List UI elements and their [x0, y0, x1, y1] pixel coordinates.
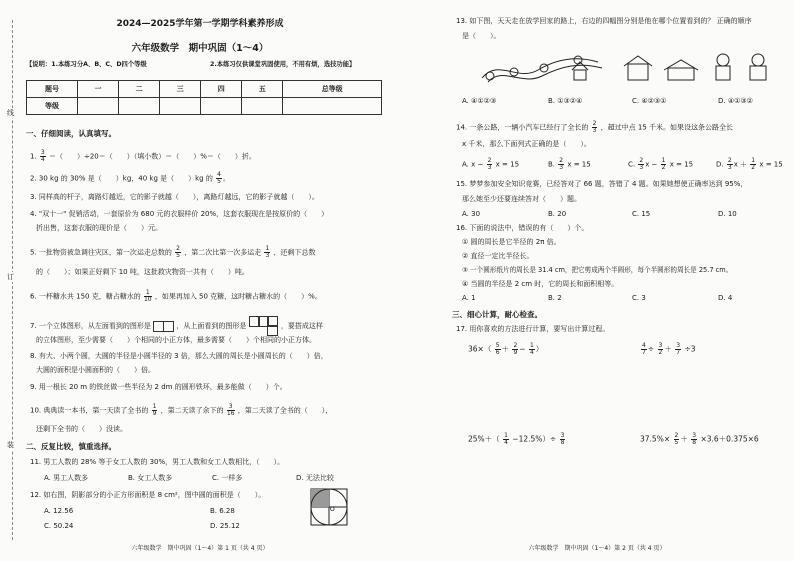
- q15-option-b[interactable]: B. 20: [548, 210, 567, 218]
- q12-option-b[interactable]: B. 6.28: [210, 507, 235, 515]
- q14-b-pre: B.: [548, 160, 556, 169]
- frac-denominator: 3: [265, 252, 270, 259]
- question-17: 17. 用你喜欢的方法进行计算，要写出计算过程。: [456, 325, 610, 333]
- q10-text-b: ，第二天读了余下的: [160, 406, 224, 415]
- page-2-footer: 六年级数学 期中巩固（1～4）第 2 页（共 4 页）: [528, 545, 666, 552]
- q10-text-c: ，第二天读了全书的（ ），: [237, 406, 333, 415]
- q13-option-c[interactable]: C. ④②③①: [632, 97, 667, 105]
- q6-text-b: ，如果再加入 50 克糖，这时糖占糖水的（ ）%。: [154, 292, 322, 301]
- q7-text-b: ，从上面看到的图形是: [176, 322, 247, 330]
- frac-numerator: 1: [152, 403, 157, 410]
- frac-numerator: 2: [176, 245, 180, 252]
- calc-3-mid: −12.5%）÷: [512, 434, 557, 444]
- q12-option-c[interactable]: C. 50.24: [44, 522, 74, 530]
- q5-text-b: ，第二次比第一次多运走: [184, 248, 262, 257]
- q11-option-d[interactable]: D. 无法比较: [296, 474, 334, 482]
- q15-option-c[interactable]: C. 15: [632, 210, 651, 218]
- q6-fraction: [144, 290, 152, 303]
- q13-option-b[interactable]: B. ①③②④: [548, 97, 583, 105]
- question-13-line-1: 13. 如下图，天天走在放学回家的路上，右边的四幅图分别是他在哪个位置看到的？ 正确的顺序: [456, 17, 752, 25]
- q2-text: 2. 30 kg 的 30% 是（ ）kg，40 kg 是（ ）kg 的: [30, 174, 213, 183]
- question-8-line-1: 8. 有大、小两个圆，大圆的半径是小圆半径的 3 倍，那么大圆的周长是小圆周长的（ ）倍，: [30, 352, 328, 360]
- calc-4: 37.5%× $\frac{2}{5}$ ＋ $\frac{3}{8}$ ×3.6＋0.375×6: [640, 432, 759, 446]
- question-8-line-2: 大圆的面积是小圆面积的（ ）倍。: [36, 366, 155, 374]
- q15-option-a[interactable]: A. 30: [462, 210, 481, 218]
- frac: $\frac{2}{3}$: [559, 157, 564, 171]
- q14-a-post: x = 15: [495, 160, 520, 169]
- frac-denominator: 3: [592, 127, 597, 134]
- grade-cell[interactable]: [242, 98, 283, 115]
- q16-statement-2: ② 直径一定比半径长。: [462, 252, 534, 260]
- q14-a-pre: A. x −: [462, 160, 484, 169]
- left-view-figure: [153, 321, 174, 332]
- question-14-line-1: [456, 121, 733, 134]
- score-row-label: 等级: [27, 98, 78, 115]
- question-15-line-1: 15. 梦梦参加安全知识竞赛，已经答对了 66 题，答错了 4 题。如果她想使正确率达到 95%，: [456, 180, 748, 188]
- q16-option-b[interactable]: B. 2: [548, 294, 562, 302]
- score-header-cell: 题号: [27, 81, 78, 98]
- frac: $\frac{1}{4}$: [529, 342, 534, 356]
- question-5-line-2: 的（ ）；如果正好剩下 10 吨，这批救灾物资一共有（ ）吨。: [36, 268, 249, 276]
- q11-option-b[interactable]: B. 女工人数多: [128, 474, 173, 482]
- calc-2-tail: ÷3: [684, 344, 696, 354]
- frac-numerator: 3: [228, 403, 233, 410]
- q16-option-a[interactable]: A. 1: [462, 294, 476, 302]
- q14-d-post: x = 15: [759, 160, 783, 169]
- frac: $\frac{1}{4}$: [504, 432, 508, 446]
- q5-text-c: ，还剩下总数: [273, 248, 316, 257]
- question-11: 11. 男工人数的 28% 等于女工人数的 30%，男工人数和女工人数相比，（ ）。: [30, 458, 285, 466]
- q14-text-a: 14. 一条公路，一辆小汽车已经行了全长的: [456, 123, 589, 132]
- question-1: [30, 150, 256, 163]
- frac: $\frac{2}{5}$: [674, 432, 679, 446]
- q14-option-b[interactable]: [548, 158, 591, 171]
- q14-c-post: x = 15: [669, 160, 694, 169]
- frac-denominator: 16: [226, 410, 235, 417]
- frac: $\frac{3}{2}$: [658, 342, 663, 356]
- grade-cell[interactable]: [201, 98, 242, 115]
- top-view-figure: [249, 316, 279, 336]
- score-table-header-row: [27, 81, 382, 98]
- frac-denominator: 9: [152, 410, 157, 417]
- instructions-right: 2.本练习仅供课堂巩固使用，不用有烦，选技功能】: [210, 61, 356, 68]
- q14-option-a[interactable]: [462, 158, 519, 171]
- frac-denominator: 5: [176, 252, 180, 259]
- frac: $\frac{2}{3}$: [727, 157, 732, 171]
- question-13-line-2: 是（ ）。: [462, 32, 501, 40]
- q10-text-a: 10. 典典读一本书，第一天读了全书的: [30, 406, 149, 415]
- q11-option-a[interactable]: A. 男工人数多: [44, 474, 89, 482]
- calc-2: $\frac{4}{7}$ ÷ $\frac{3}{2}$ ＋ $\frac{3}{7}$ ÷3: [642, 342, 696, 356]
- score-header-cell: 一: [78, 81, 119, 98]
- grade-cell[interactable]: [78, 98, 119, 115]
- q10-fraction-1: [152, 404, 158, 417]
- score-header-cell: 四: [201, 81, 242, 98]
- calc-3: [468, 433, 566, 446]
- q14-d-pre: D.: [716, 160, 724, 169]
- question-5-line-1: [30, 246, 316, 259]
- score-table: [26, 80, 382, 115]
- frac: $\frac{5}{6}$: [495, 342, 500, 356]
- score-header-cell: 总等级: [283, 81, 382, 98]
- q13-option-a[interactable]: A. ④①②③: [462, 97, 497, 105]
- q14-fraction: [592, 121, 598, 134]
- q16-statement-4: ④ 当圆的半径是 2 cm 时，它的周长和面积相等。: [462, 280, 619, 288]
- exam-subtitle: 六年级数学 期中巩固（1～4）: [131, 43, 269, 54]
- q12-option-a[interactable]: A. 12.56: [44, 507, 74, 515]
- q15-option-d[interactable]: D. 10: [718, 210, 737, 218]
- binding-margin: [6, 0, 18, 561]
- q1-fraction: [40, 150, 46, 163]
- question-7-line-2: 的立体图形，至少需要（ ）个相同的小正方体，最多需要（ ）个相同的小正方体。: [36, 336, 316, 344]
- q1-text: ＝（ ）÷20＝（ ）（填小数）＝（ ）%＝（ ）折。: [48, 152, 256, 161]
- binding-char: 线: [7, 109, 14, 117]
- q14-c-pre: C.: [628, 160, 636, 169]
- score-table-grade-row: [27, 98, 382, 115]
- svg-text:O: O: [330, 506, 335, 513]
- frac-numerator: 1: [265, 245, 270, 252]
- path-scene-figure: [478, 48, 778, 86]
- question-10-line-1: [30, 404, 332, 417]
- q1-number: 1.: [30, 152, 37, 161]
- frac: $\frac{2}{3}$: [639, 157, 644, 171]
- calc-1-pre: 36×（: [468, 344, 492, 354]
- q2-fraction: [216, 172, 222, 185]
- frac: $\frac{1}{2}$: [751, 157, 756, 171]
- section-2-heading: 二、反复比较，慎重选择。: [26, 442, 116, 451]
- question-4-line-2: 折出售，这套衣服的现价是（ ）元。: [36, 224, 162, 232]
- question-2: 2. 30 kg 的 30% 是（ ）kg，40 kg 是（ ）kg 的 $\frac{4}{5}$ 。: [30, 171, 230, 185]
- grade-cell[interactable]: [160, 98, 201, 115]
- question-6: [30, 290, 322, 303]
- frac: $\frac{3}{8}$: [692, 432, 697, 446]
- frac-denominator: 10: [143, 296, 152, 303]
- calc-1: 36×（ $\frac{5}{6}$ ＋ $\frac{2}{9}$ − $\frac{1}{4}$ ）: [468, 342, 544, 356]
- question-14-line-2: x 千米，那么下面列式正确的是（ ）。: [462, 140, 591, 148]
- question-12: 12. 如右图，阴影部分的小正方形面积是 8 cm²，图中圆的面积是（ ）。: [30, 491, 266, 499]
- question-15-line-2: 那么她至少还要连续答对（ ）题。: [462, 195, 581, 203]
- frac: $\frac{2}{9}$: [513, 342, 518, 356]
- q5-fraction-2: [264, 246, 270, 259]
- section-3-heading: 三、细心计算，耐心检查。: [452, 310, 542, 319]
- page-1-footer: 六年级数学 期中巩固（1～4）第 1 页（共 4 页）: [131, 545, 269, 552]
- binding-char: 装: [7, 441, 14, 449]
- question-9: 9. 用一根长 20 m 的铁丝做一些半径为 2 dm 的圆形铁环，最多能做（ ）个。: [30, 383, 287, 391]
- frac-numerator: 4: [217, 171, 221, 178]
- exam-page-2: [400, 0, 794, 561]
- q14-option-c[interactable]: C. $\frac{2}{3}$ x − $\frac{1}{2}$ x = 15: [628, 157, 694, 171]
- q14-option-d[interactable]: D. $\frac{2}{3}$ x ＋ $\frac{1}{2}$ x = 15: [716, 157, 783, 171]
- q14-text-b: ，超过中点 15 千米。如果设这条公路全长: [600, 123, 734, 132]
- q7-text-a: 7. 一个立体图形，从左面看到的图形是: [30, 322, 151, 330]
- exam-title: 2024—2025学年第一学期学科素养形成: [116, 19, 284, 29]
- q14-b-post: x = 15: [567, 160, 591, 169]
- frac: $\frac{3}{8}$: [560, 432, 565, 446]
- question-10-line-2: 还剩下全书的（ ）没读。: [36, 425, 127, 433]
- q5-fraction-1: [175, 246, 181, 259]
- calc-3-pre: 25%＋（: [468, 434, 500, 444]
- frac: $\frac{3}{7}$: [676, 342, 681, 356]
- calc-4-pre: 37.5%×: [640, 434, 671, 444]
- question-3: 3. 同样高的杆子，离路灯越近，它的影子就越（ ），离路灯越远，它的影子就越（ ）。: [30, 193, 319, 201]
- grade-cell[interactable]: [283, 98, 382, 115]
- q16-statement-3: ③ 一个圆形纸片的周长是 31.4 cm，把它剪成两个半圆形，每个半圆形的周长是 25.7 cm。: [462, 266, 733, 274]
- q11-option-c[interactable]: C. 一样多: [212, 474, 243, 482]
- frac-numerator: 3: [40, 149, 45, 156]
- q5-text-a: 5. 一批物资被急调往灾区，第一次运走总数的: [30, 248, 172, 257]
- calc-4-tail: ×3.6＋0.375×6: [700, 434, 759, 444]
- q16-option-c[interactable]: C. 3: [632, 294, 646, 302]
- frac-denominator: 4: [40, 156, 45, 163]
- frac: $\frac{1}{2}$: [661, 157, 666, 171]
- instructions-left: 【说明：1.本练习分A、B、C、D四个等级: [26, 61, 147, 68]
- binding-char: 订: [7, 273, 14, 281]
- frac-numerator: 1: [145, 289, 150, 296]
- score-header-cell: 三: [160, 81, 201, 98]
- frac: $\frac{4}{7}$: [642, 342, 646, 356]
- q7-text-c: ，要搭成这样: [280, 322, 323, 330]
- score-header-cell: 五: [242, 81, 283, 98]
- frac: $\frac{2}{3}$: [487, 157, 492, 171]
- question-7-line-1: [30, 316, 323, 336]
- q10-fraction-2: [227, 404, 235, 417]
- score-header-cell: 二: [119, 81, 160, 98]
- question-16: 16. 下面的说法中，错误的有（ ）个。: [456, 224, 589, 232]
- circle-square-figure: [310, 488, 348, 526]
- grade-cell[interactable]: [119, 98, 160, 115]
- frac-numerator: 2: [592, 120, 597, 127]
- section-1-heading: 一、仔细阅读，认真填写。: [26, 129, 116, 138]
- q6-text-a: 6. 一杯糖水共 150 克，糖占糖水的: [30, 292, 141, 301]
- q16-option-d[interactable]: D. 4: [718, 294, 733, 302]
- q13-option-d[interactable]: D. ④①③②: [718, 97, 753, 105]
- question-4-line-1: 4. "双十一" 促销活动，一套原价为 680 元的衣服样价 20%，这套衣服现在是按原价的（ ）: [30, 210, 329, 218]
- q16-statement-1: ① 圆的周长是它半径的 2π 倍。: [462, 238, 561, 246]
- q12-option-d[interactable]: D. 25.12: [210, 522, 240, 530]
- frac-denominator: 5: [217, 178, 221, 185]
